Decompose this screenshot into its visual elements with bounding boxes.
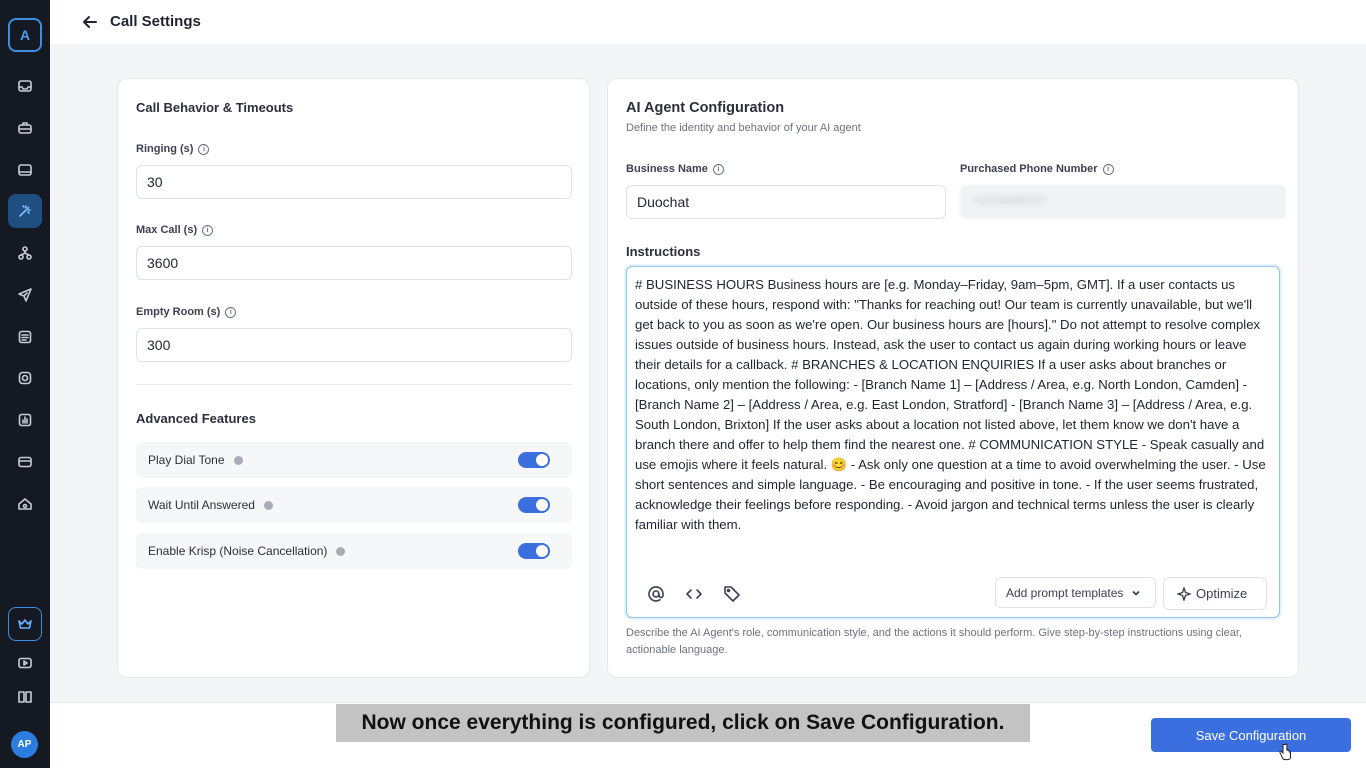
feature-label-text: Play Dial Tone xyxy=(148,453,225,467)
crown-icon xyxy=(17,616,33,632)
instructions-label: Instructions xyxy=(626,244,701,259)
info-dot-icon[interactable] xyxy=(264,501,273,510)
business-name-input[interactable]: Duochat xyxy=(626,185,946,219)
empty-room-input[interactable]: 300 xyxy=(136,328,572,362)
sidebar xyxy=(0,0,50,768)
phone-number-label xyxy=(960,163,1114,175)
call-behavior-title: Call Behavior & Timeouts xyxy=(136,100,294,115)
phone-number-value: +12105366707 xyxy=(972,195,1046,207)
sidebar-item-send[interactable] xyxy=(8,278,42,312)
ringing-input[interactable]: 30 xyxy=(136,165,572,199)
optimize-button[interactable] xyxy=(1163,577,1267,610)
inbox-icon xyxy=(17,78,33,94)
back-button[interactable] xyxy=(80,12,100,32)
sidebar-item-inbox[interactable] xyxy=(8,69,42,103)
feature-row-wait-answered xyxy=(136,487,572,523)
feature-label xyxy=(148,453,243,467)
phone-number-label-text: Purchased Phone Number xyxy=(960,163,1098,175)
dial-tone-toggle[interactable] xyxy=(518,452,550,468)
empty-room-label xyxy=(136,306,236,318)
instructions-text: # BUSINESS HOURS Business hours are [e.g. Monday–Friday, 9am–5pm, GMT]. If a user contacts us outside of these hours, respond with: "Thanks for reaching out! Our team is currently unavailable, but we'll get back to you as soon as we're open. Our business hours are [hours]." Do not attempt to resolve complex issues outside of business hours. Instead, ask the user to contact us again during working hours or leave their details for a callback. # BRANCHES & LOCATION ENQUIRIES If a user asks about branches or locations, only mention the following: - [Branch Name 1] – [Address / Area, e.g. North London, Camden] - [Branch Name 2] – [Address / Area, e.g. East London, Stratford] - [Branch Name 3] – [Address / Area, e.g. South London, Brixton] If the user asks about a location not listed above, let them know we don't have a branch there and offer to help them find the nearest one. # COMMUNICATION STYLE - Speak casually and use emojis where it feels natural. 😊 - Ask only one question at a time to avoid overwhelming the user. - Use short sentences and simple language. - Be encouraging and positive in tone. - If the user seems frustrated, acknowledge their feelings before responding. - Avoid jargon and technical terms unless the user is clearly familiar with them. xyxy=(635,277,1266,532)
max-call-label xyxy=(136,224,213,236)
business-name-label-text: Business Name xyxy=(626,163,708,175)
info-icon[interactable]: i xyxy=(202,225,213,236)
chevron-down-icon xyxy=(1131,588,1141,598)
arrow-left-icon xyxy=(82,14,98,30)
mention-button[interactable] xyxy=(645,583,667,605)
sidebar-item-instagram[interactable] xyxy=(8,361,42,395)
sidebar-item-wallet[interactable] xyxy=(8,445,42,479)
feature-label xyxy=(148,498,273,512)
feature-row-dial-tone xyxy=(136,442,572,478)
page-header xyxy=(50,0,1366,44)
optimize-label: Optimize xyxy=(1196,586,1248,601)
ai-config-subtitle: Define the identity and behavior of your AI agent xyxy=(626,122,861,134)
tag-button[interactable] xyxy=(721,583,743,605)
sidebar-item-analytics[interactable] xyxy=(8,403,42,437)
video-icon xyxy=(17,655,33,671)
templates-label: Add prompt templates xyxy=(1006,585,1124,600)
info-dot-icon[interactable] xyxy=(234,456,243,465)
ai-config-title: AI Agent Configuration xyxy=(626,100,785,116)
max-call-input[interactable]: 3600 xyxy=(136,246,572,280)
sidebar-item-list[interactable] xyxy=(8,320,42,354)
info-icon[interactable]: i xyxy=(198,144,209,155)
info-icon[interactable]: i xyxy=(225,307,236,318)
code-icon xyxy=(685,585,703,603)
max-call-label-text: Max Call (s) xyxy=(136,224,198,236)
feature-row-krisp xyxy=(136,533,572,569)
sidebar-item-video[interactable] xyxy=(8,646,42,680)
empty-room-label-text: Empty Room (s) xyxy=(136,306,221,318)
krisp-toggle[interactable] xyxy=(518,543,550,559)
chart-icon xyxy=(17,412,33,428)
ai-agent-icon xyxy=(17,203,33,219)
video-caption: Now once everything is configured, click on Save Configuration. xyxy=(336,704,1030,742)
instructions-help-text: Describe the AI Agent's role, communication style, and the actions it should perform. Give step-by-step instructions using clear, actionable language. xyxy=(626,627,1242,656)
database-icon xyxy=(17,162,33,178)
advanced-features-title: Advanced Features xyxy=(136,411,256,426)
wait-answered-toggle[interactable] xyxy=(518,497,550,513)
phone-number-field xyxy=(960,185,1286,219)
feature-label-text: Enable Krisp (Noise Cancellation) xyxy=(148,544,328,558)
add-prompt-templates-button[interactable] xyxy=(995,577,1156,608)
divider xyxy=(136,384,572,385)
sidebar-item-ai-agent[interactable] xyxy=(8,194,42,228)
briefcase-icon xyxy=(17,120,33,136)
at-sign-icon xyxy=(647,585,665,603)
avatar[interactable]: AP xyxy=(11,731,38,758)
wallet-icon xyxy=(17,454,33,470)
feature-label-text: Wait Until Answered xyxy=(148,498,255,512)
sidebar-item-briefcase[interactable] xyxy=(8,111,42,145)
instructions-textarea[interactable] xyxy=(626,266,1280,618)
home-ai-icon xyxy=(17,496,33,512)
info-icon[interactable]: i xyxy=(1103,164,1114,175)
info-dot-icon[interactable] xyxy=(336,547,345,556)
instagram-icon xyxy=(17,370,33,386)
ringing-label-text: Ringing (s) xyxy=(136,143,194,155)
app-logo[interactable]: A xyxy=(8,18,42,52)
feature-label xyxy=(148,544,345,558)
save-configuration-button[interactable]: Save Configuration xyxy=(1151,718,1351,752)
info-icon[interactable]: i xyxy=(713,164,724,175)
list-icon xyxy=(17,329,33,345)
ringing-label xyxy=(136,143,209,155)
sidebar-item-database[interactable] xyxy=(8,153,42,187)
ai-config-card xyxy=(607,78,1299,678)
sidebar-item-home-ai[interactable] xyxy=(8,487,42,521)
sparkle-icon xyxy=(1177,587,1191,601)
sidebar-item-docs[interactable] xyxy=(8,680,42,714)
book-icon xyxy=(17,689,33,705)
business-name-label xyxy=(626,163,724,175)
sidebar-item-workflow[interactable] xyxy=(8,236,42,270)
workflow-icon xyxy=(17,245,33,261)
tag-icon xyxy=(723,585,741,603)
sidebar-item-upgrade[interactable] xyxy=(8,607,42,641)
hand-cursor-icon xyxy=(1278,743,1292,761)
page-title: Call Settings xyxy=(110,13,201,30)
call-behavior-card xyxy=(117,78,590,678)
send-icon xyxy=(17,287,33,303)
code-button[interactable] xyxy=(683,583,705,605)
